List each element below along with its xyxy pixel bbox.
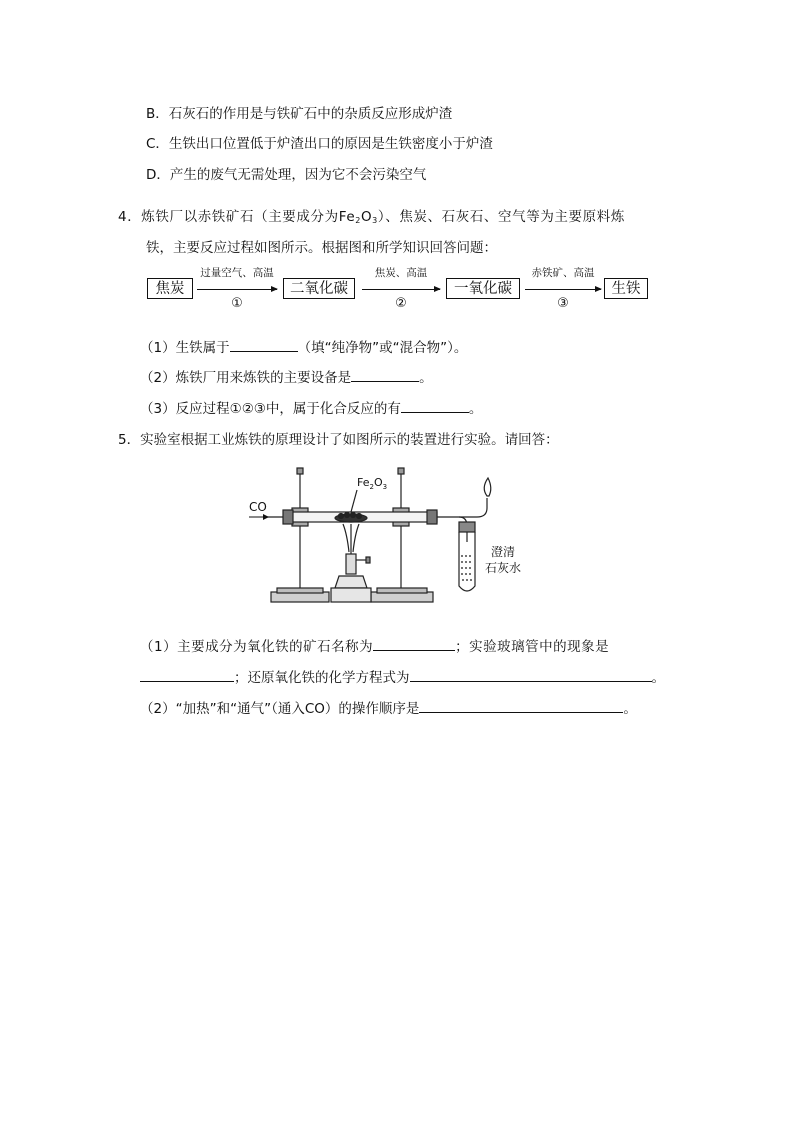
q5-sub2-text: （2）“加热”和“通气”（通入CO）的操作顺序是 [140,701,420,717]
q5-sub1-line2 [140,667,665,688]
q5-sub1-line1 [140,636,609,657]
flow-arrow3-condition: 赤铁矿、高温 [531,267,595,279]
fe2o3-label-fe: Fe [357,476,370,489]
flow-arrow3-number: ③ [557,296,569,311]
flow-arrow2-condition: 焦炭、高温 [374,267,428,279]
answer-blank[interactable] [410,667,652,682]
fe2o3-label [357,476,387,491]
flow-arrow-2 [362,289,440,290]
q3-option-b: B．石灰石的作用是与铁矿石中的杂质反应形成炉渣 [146,106,453,122]
q4-sub2 [140,367,433,388]
q4-stem-line1 [118,207,625,231]
q3-option-c: C．生铁出口位置低于炉渣出口的原因是生铁密度小于炉渣 [146,136,493,152]
limewater-label-1: 澄清 [491,545,516,559]
fe2o3-sub-2: 2 [369,483,374,491]
co-label: CO [249,500,267,514]
flow-box-carbon-monoxide: 一氧化碳 [446,278,520,299]
answer-blank[interactable] [230,337,298,352]
q4-sub1-text: （1）生铁属于 [140,340,230,356]
answer-blank[interactable] [401,398,469,413]
fe2o3-label-o: O [373,476,383,489]
q4-stem-text-a: 4．炼铁厂以赤铁矿石（主要成分为Fe [118,209,356,225]
q5-sub1-end: 。 [651,670,665,686]
answer-blank[interactable] [373,636,455,651]
q3-option-d: D．产生的废气无需处理，因为它不会污染空气 [146,167,427,183]
q5-sub1-text-c: ；还原氧化铁的化学方程式为 [234,670,410,686]
limewater-label-2: 石灰水 [485,561,522,575]
q4-stem-text-b: O [360,209,373,225]
q4-stem-text-c: ）、焦炭、石灰石、空气等为主要原料炼 [377,209,625,225]
flow-arrow-1 [197,289,277,290]
flow-box-carbon-dioxide: 二氧化碳 [283,278,355,299]
q5-sub1-text-a: （1）主要成分为氧化铁的矿石名称为 [140,639,374,655]
q4-stem-line2: 铁，主要反应过程如图所示。根据图和所学知识回答问题： [146,240,497,256]
flow-box-pig-iron: 生铁 [604,278,648,299]
flow-arrow1-condition: 过量空气、高温 [200,267,274,279]
flow-box-coke: 焦炭 [147,278,193,299]
q5-sub1-text-b: ；实验玻璃管中的现象是 [455,639,610,655]
flow-arrow1-number: ① [231,296,243,311]
q4-sub3-text: （3）反应过程①②③中，属于化合反应的有 [140,401,401,417]
flow-arrow-3 [525,289,601,290]
answer-blank[interactable] [419,698,623,713]
q4-sub3 [140,398,482,419]
answer-blank[interactable] [140,667,234,682]
q4-sub2-text: （2）炼铁厂用来炼铁的主要设备是 [140,370,352,386]
flow-arrow2-number: ② [395,296,407,311]
answer-blank[interactable] [351,367,419,382]
q4-subscript-2: 2 [355,216,361,225]
iron-smelting-apparatus-diagram [245,462,565,610]
q4-sub2-end: 。 [419,370,433,386]
q4-sub1 [140,337,467,358]
q4-subscript-3: 3 [372,216,378,225]
q5-stem: 5．实验室根据工业炼铁的原理设计了如图所示的装置进行实验。请回答： [118,432,559,448]
q5-sub2-end: 。 [623,701,637,717]
q4-sub3-end: 。 [468,401,483,417]
fe2o3-sub-3: 3 [382,483,388,491]
q4-sub1-hint: （填“纯净物”或“混合物”）。 [297,340,468,356]
q5-sub2 [140,698,637,719]
